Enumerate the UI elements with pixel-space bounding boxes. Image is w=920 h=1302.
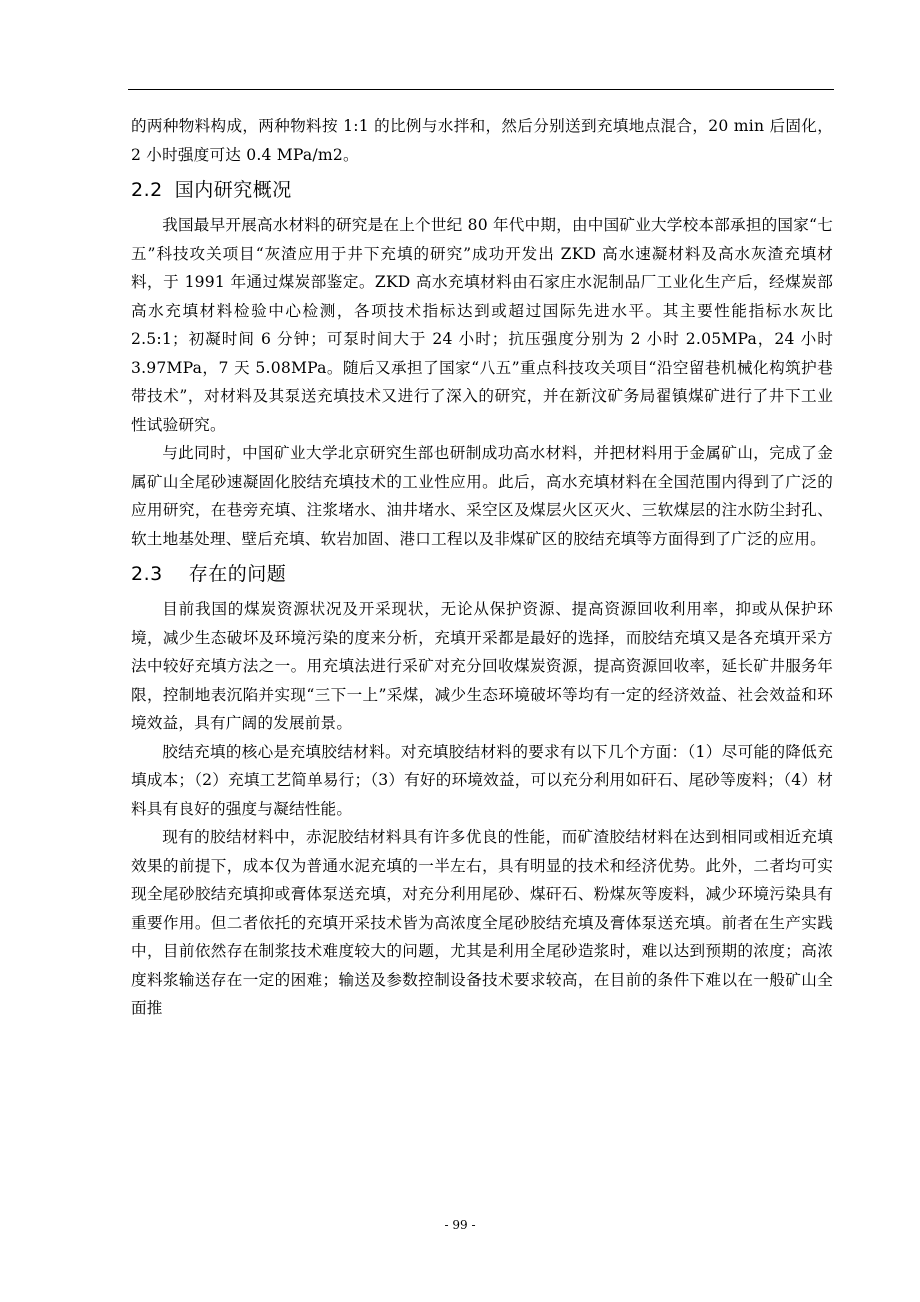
paragraph-binder-requirements: 胶结充填的核心是充填胶结材料。对充填胶结材料的要求有以下几个方面：（1）尽可能的降低充填成本；（2）充填工艺简单易行；（3）有好的环境效益，可以充分利用如矸石、尾砂等废料；（4）材料具有良好的强度与凝结性能。 <box>131 742 833 818</box>
section-heading-2-3 <box>131 553 833 595</box>
header-rule <box>128 89 834 90</box>
paragraph-continued: 的两种物料构成，两种物料按 1:1 的比例与水拌和，然后分别送到充填地点混合，20 min 后固化，2 小时强度可达 0.4 MPa/m2。 <box>131 117 833 164</box>
paragraph-existing-binders: 现有的胶结材料中，赤泥胶结材料具有许多优良的性能，而矿渣胶结材料在达到相同或相近充填效果的前提下，成本仅为普通水泥充填的一半左右，具有明显的技术和经济优势。此外，二者均可实现全尾砂胶结充填抑或膏体泵送充填，对充分利用尾砂、煤矸石、粉煤灰等废料，减少环境污染具有重要作用。但二者依托的充填开采技术皆为高浓度全尾砂胶结充填及膏体泵送充填。前者在生产实践中，目前依然存在制浆技术难度较大的问题，尤其是利用全尾砂造浆时，难以达到预期的浓度；高浓度料浆输送存在一定的困难；输送及参数控制设备技术要求较高，在目前的条件下难以在一般矿山全面推 <box>131 828 833 1017</box>
section-number: 2.2 <box>131 179 163 201</box>
paragraph-domestic-research: 我国最早开展高水材料的研究是在上个世纪 80 年代中期，由中国矿业大学校本部承担的国家“七 五”科技攻关项目“灰渣应用于井下充填的研究”成功开发出 ZKD 高水速凝材料及高水灰渣充填材料，于 1991 年通过煤炭部鉴定。ZKD 高水充填材料由石家庄水泥制品厂工业化生产后，经煤炭部高水充填材料检验中心检测，各项技术指标达到或超过国际先进水平。其主要性能指标水灰比 2.5:1；初凝时间 6 分钟；可泵时间大于 24 小时；抗压强度分别为 2 小时 2.05MPa，24 小时 3.97MPa，7 天 5.08MPa。随后又承担了国家“八五”重点科技攻关项目“沿空留巷机械化构筑护巷带技术”，对材料及其泵送充填技术又进行了深入的研究，并在新汶矿务局翟镇煤矿进行了井下工业性试验研究。 <box>131 216 849 434</box>
section-number: 2.3 <box>131 563 163 585</box>
paragraph-current-status: 目前我国的煤炭资源状况及开采现状，无论从保护资源、提高资源回收利用率，抑或从保护环境，减少生态破坏及环境污染的度来分析，充填开采都是最好的选择，而胶结充填又是各充填开采方法中较好充填方法之一。用充填法进行采矿对充分回收煤炭资源，提高资源回收率，延长矿井服务年限，控制地表沉陷并实现“三下一上”采煤，减少生态环境破坏等均有一定的经济效益、社会效益和环境效益，具有广阔的发展前景。 <box>131 600 833 732</box>
section-title: 存在的问题 <box>188 563 287 585</box>
paragraph-beijing-research: 与此同时，中国矿业大学北京研究生部也研制成功高水材料，并把材料用于金属矿山，完成了金属矿山全尾砂速凝固化胶结充填技术的工业性应用。此后，高水充填材料在全国范围内得到了广泛的应用研究，在巷旁充填、注浆堵水、油井堵水、采空区及煤层火区灭火、三软煤层的注水防尘封孔、软土地基处理、壁后充填、软岩加固、港口工程以及非煤矿区的胶结充填等方面得到了广泛的应用。 <box>131 444 833 548</box>
page-body <box>131 112 849 1023</box>
section-heading-2-2 <box>131 169 833 211</box>
page-number: - 99 - <box>444 1218 476 1232</box>
section-title: 国内研究概况 <box>174 179 292 201</box>
